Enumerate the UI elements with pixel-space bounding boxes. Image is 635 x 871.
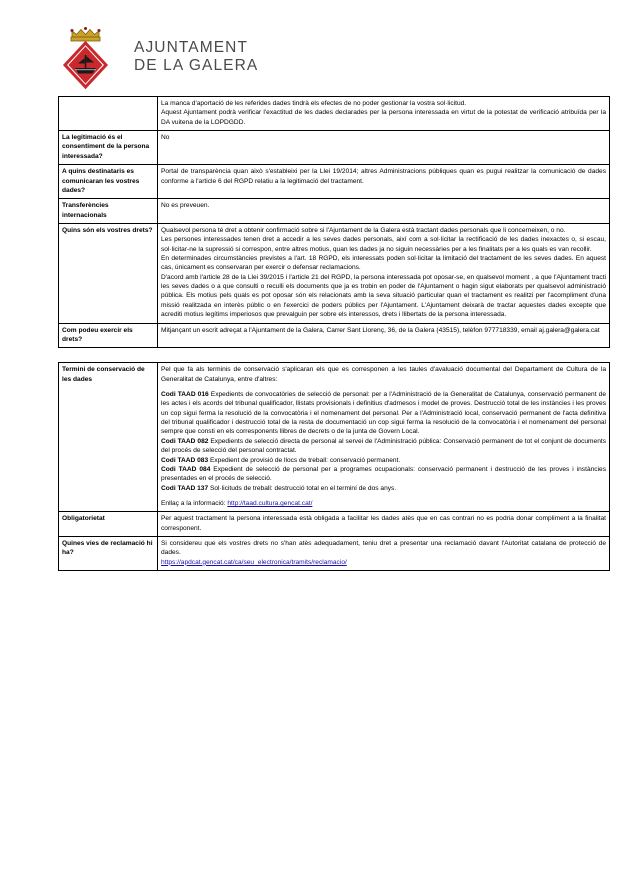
taad-item: [161, 484, 606, 493]
info-link-row: [161, 499, 606, 508]
row-label: [59, 97, 158, 131]
table-row: [59, 512, 610, 537]
header-title-block: [134, 39, 258, 75]
row-label: Obligatorietat: [59, 512, 158, 537]
header-line-2: DE LA GALERA: [134, 57, 259, 74]
table-row: [59, 97, 610, 131]
taad-text: Sol·licituds de treball: destrucció total en el terminí de dos anys.: [208, 484, 397, 492]
taad-item: [161, 437, 606, 456]
taad-item: [161, 456, 606, 465]
apdcat-claim-link[interactable]: https://apdcat.gencat.cat/ca/seu_electronica/tramits/reclamacio/: [161, 558, 347, 566]
row-body: [158, 363, 610, 512]
row-label: Termini de conservació de les dades: [59, 363, 158, 512]
taad-text: Expedients de selecció directa de personal al servei de l'Administració pública: Conservació permanent de tot el conjunt de documents del procés de selecció del personal contractat.: [161, 437, 606, 455]
paragraph: Portal de transparència quan això s'estableixi per la Llei 19/2014; altres Administracions públiques quan es pugui realitzar la comunicació de dades conforme a l'article 6 del RGPD relatiu a la legitimació del tractament.: [161, 168, 606, 185]
paragraph: Si considereu que els vostres drets no s'han atès adequadament, teniu dret a presentar una reclamació davant l'Autoritat catalana de protecció de dades.: [161, 540, 606, 557]
row-label: La legitimació és el consentiment de la persona interessada?: [59, 131, 158, 165]
paragraph: Per aquest tractament la persona interessada està obligada a facilitar les dades atès que en cas contrari no es podria donar compliment a la finalitat corresponent.: [161, 515, 606, 532]
taad-item: [161, 465, 606, 484]
privacy-table-part-2: [58, 362, 610, 571]
row-body: [158, 223, 610, 323]
row-label: Transferències internacionals: [59, 199, 158, 224]
coat-of-arms-icon: [58, 21, 116, 93]
paragraph: D'acord amb l'article 28 de la Llei 39/2015 i l'article 21 del RGPD, la persona interessada pot oposar-se, en qualsevol moment , a que l'Ajuntament tracti les seves dades o a que consulti o reculli els documents que ja es trobin en poder de l'Ajuntament o hagin sigut elaborats per qualsevol administració pública. Els motius pels quals es pot oposar són els relacionats amb la seva situació particular quan el tractament es realitzi per l'acompliment d'una missió realitzada en interès públic o en l'exercici de poders públics per l'Ajuntament. L'Ajuntament deixarà de tractar aquestes dades excepte que acrediti motius legítims imperiosos que prevalguin per sobre els interessos, drets i llibertats de la persona interessada.: [161, 273, 606, 319]
table-row: [59, 165, 610, 199]
taad-text: Expedients de convocatòries de selecció de personal: per a l'Administració de la Generalitat de Catalunya, conservació permanent de les actes i els acords del tribunal qualificador, llistats provisionals i definitius d'admesos i model de proves. Destrucció total de les instàncies i les proves un cop sigui ferma la resolució de la convocatòria i el nomenament del personal. Per a l'Administració local, conservació permanent de l'acta definitiva del tribunal qualificador i destrucció total de la resta de documentació un cop sigui ferma la resolució de la convocatòria i el nomenament del personal sempre que consti en els corresponents llibres de decrets o de la junta de Govern Local.: [161, 390, 607, 436]
privacy-table-part-1: [58, 96, 610, 348]
table-row: [59, 537, 610, 571]
row-label: Quines vies de reclamació hi ha?: [59, 537, 158, 571]
row-body: [158, 199, 610, 224]
taad-text: Expedient de selecció de personal per a programes ocupacionals: conservació permanent i destrucció de les proves i instàncies presentades en el procés de selecció.: [161, 465, 607, 483]
paragraph: La manca d'aportació de les referides dades tindrà els efectes de no poder gestionar la vostra sol·licitud.: [161, 100, 467, 107]
paragraph: Les persones interessades tenen dret a accedir a les seves dades personals, així com a sol·licitar la rectificació de les dades inexactes o, si escau, sol·licitar-ne la supressió si correspon, entre altres motius, quan les dades ja no siguin necessàries per a les finalitats per a les quals es van recollir.: [161, 236, 606, 253]
info-link-label: Enllaç a la informació:: [161, 499, 226, 507]
paragraph: No: [161, 134, 170, 142]
taad-code: Codi TAAD 082: [161, 437, 209, 445]
document-header: [0, 0, 635, 96]
row-label: Com podeu exercir els drets?: [59, 323, 158, 348]
header-line-1: AJUNTAMENT: [134, 39, 249, 57]
taad-code: Codi TAAD 084: [161, 465, 211, 473]
paragraph: En determinades circumstàncies previstes a l'art. 18 RGPD, els interessats poden sol·licitar la limitació del tractament de les seves dades. En aquest cas, únicament es conservaran per exercir o defensar reclamacions.: [161, 255, 606, 272]
row-body: [158, 97, 610, 131]
taad-info-link[interactable]: http://taad.cultura.gencat.cat/: [227, 499, 313, 507]
table-row: [59, 199, 610, 224]
table-row: [59, 323, 610, 348]
paragraph: [161, 558, 606, 567]
paragraph: Pel que fa als terminis de conservació s'aplicaran els que es corresponen a les taules d'avaluació documental del Departament de Cultura de la Generalitat de Catalunya, entre d'altres:: [161, 366, 606, 383]
table-row: [59, 363, 610, 512]
taad-code: Codi TAAD 137: [161, 484, 209, 492]
paragraph: Qualsevol persona té dret a obtenir confirmació sobre si l'Ajuntament de la Galera està tractant dades personals que li concerneixen, o no.: [161, 226, 566, 234]
taad-text: Expedient de provisió de llocs de treball: conservació permanent.: [208, 456, 401, 464]
row-label: Quins són els vostres drets?: [59, 223, 158, 323]
paragraph: Mitjançant un escrit adreçat a l'Ajuntament de la Galera, Carrer Sant Llorenç, 36, de la Galera (43515), telèfon 977718339, email aj.galera@galera.cat: [161, 326, 600, 334]
table-row: [59, 131, 610, 165]
table-row: [59, 223, 610, 323]
row-body: [158, 512, 610, 537]
paragraph: No es preveuen.: [161, 202, 210, 210]
row-body: [158, 323, 610, 348]
paragraph: Aquest Ajuntament podrà verificar l'exactitud de les dades declarades per la persona interessada en virtut de la potestat de verificació atribuïda per la DA vuitena de la LOPDGDD.: [161, 109, 606, 126]
taad-code: Codi TAAD 016: [161, 390, 209, 398]
table-separator: [0, 348, 635, 362]
row-body: [158, 165, 610, 199]
row-body: [158, 131, 610, 165]
row-body: [158, 537, 610, 571]
taad-item: [161, 390, 606, 437]
row-label: A quins destinataris es comunicaran les vostres dades?: [59, 165, 158, 199]
taad-code: Codi TAAD 083: [161, 456, 209, 464]
